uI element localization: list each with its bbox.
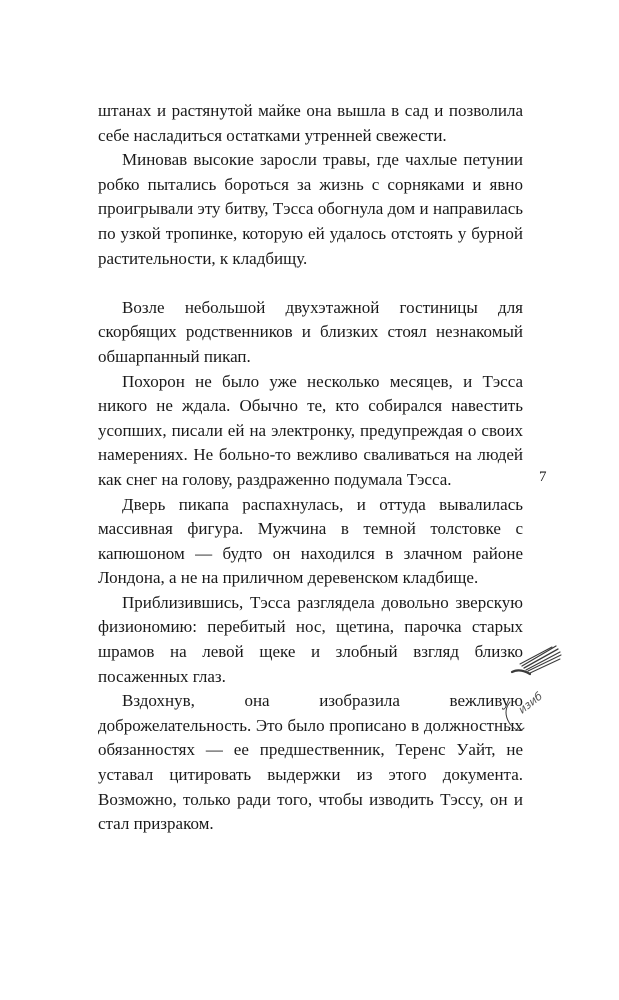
paragraph: Возле небольшой двухэтажной гостиницы для скорбящих родственников и близких стоял незнакомый обшарпанный пикап. — [98, 297, 523, 366]
paragraph: штанах и растянутой майке она вышла в сад и позволила себе насладиться остатками утренней свежести. — [98, 101, 523, 145]
book-text-block — [98, 99, 523, 837]
paragraph: Вздохнув, она изобразила вежливую доброжелательность. Это было прописано в должностных обязанностях — ее предшественник, Теренс Уайт, не уставал цитировать выдержки из этого документа. Возможно, только ради того, чтобы изводить Тэссу, он и стал призраком. — [98, 691, 523, 834]
paragraph: Миновав высокие заросли травы, где чахлые петунии робко пытались бороться за жизнь с сорняками и явно проигрывали эту битву, Тэсса обогнула дом и направилась по узкой тропинке, которую ей удалось отстоять у бурной растительности, к кладбищу. — [98, 150, 523, 268]
paragraph: Дверь пикапа распахнулась, и оттуда вывалилась массивная фигура. Мужчина в темной толстовке с капюшоном — будто он находился в злачном районе Лондона, а не на приличном деревенском кладбище. — [98, 494, 523, 588]
page-number: 7 — [539, 469, 547, 485]
paragraph: Приблизившись, Тэсса разглядела довольно зверскую физиономию: перебитый нос, щетина, парочка старых шрамов на левой щеке и злобный взгляд близко посаженных глаз. — [98, 592, 523, 686]
pencil-sketch-icon — [500, 644, 570, 739]
paragraph: Похорон не было уже несколько месяцев, и Тэсса никого не ждала. Обычно те, кто собирался навестить усопших, писали ей на электронку, предупреждая о своих намерениях. Не больно-то вежливо сваливаться на людей как снег на голову, раздраженно подумала Тэсса. — [98, 371, 523, 489]
margin-note-text: изиб — [515, 689, 546, 717]
